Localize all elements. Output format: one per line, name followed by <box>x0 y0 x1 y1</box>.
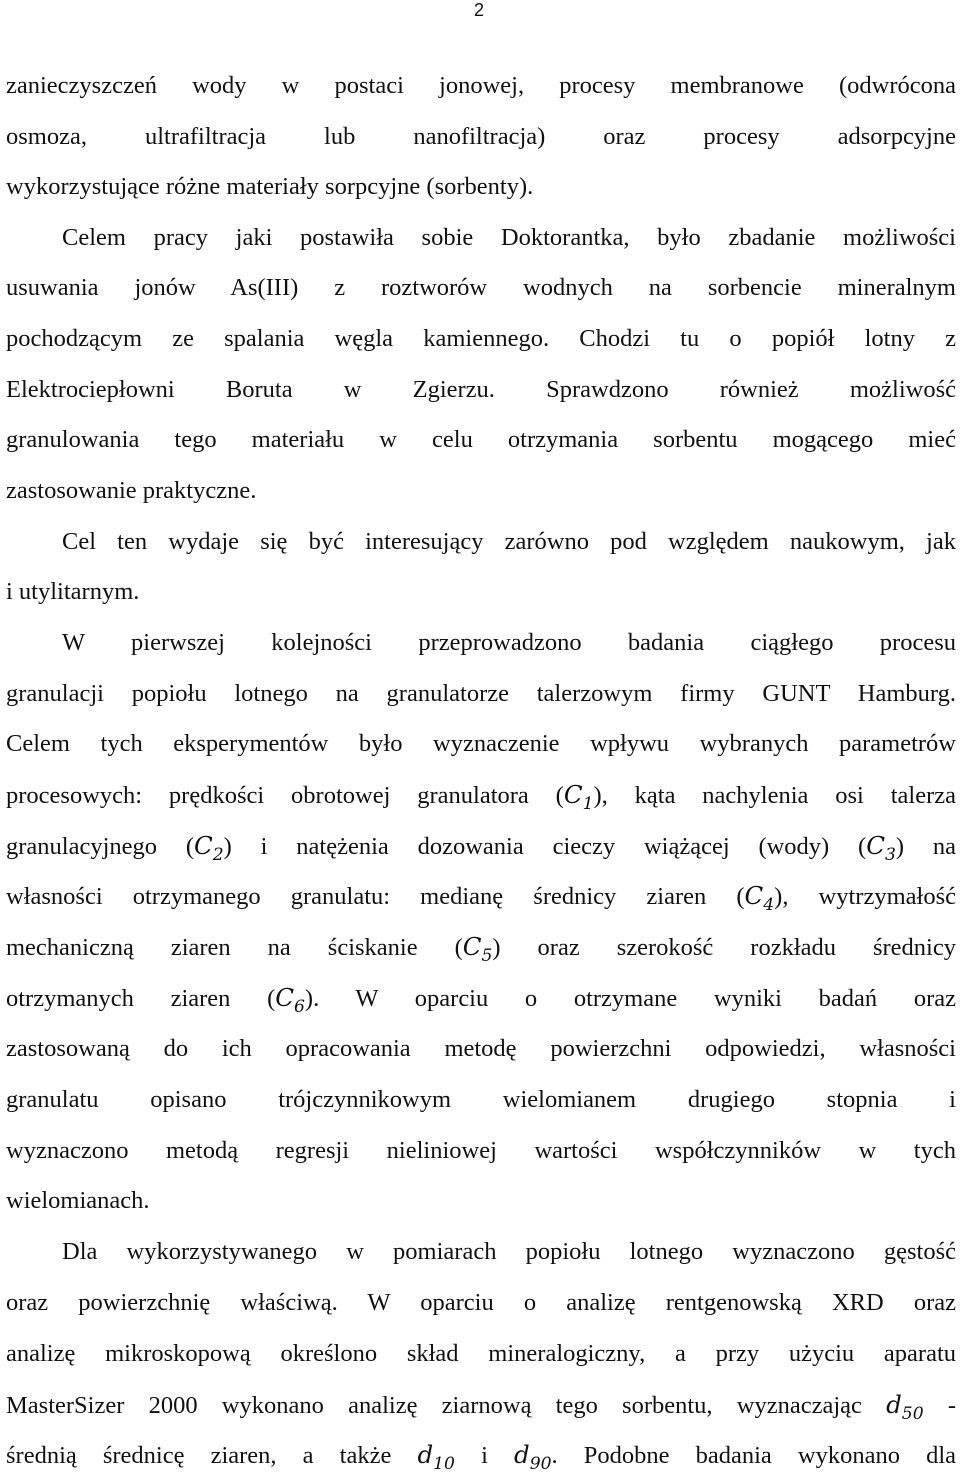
page-number: 2 <box>474 0 485 20</box>
math-variable: $d_{10}$ <box>417 1440 455 1474</box>
text-line: wyznaczono metodą regresji nieliniowej wartości współczynników w tych <box>6 1137 956 1164</box>
text-line: analizę mikroskopową określono skład mineralogiczny, a przy użyciu aparatu <box>6 1340 956 1367</box>
math-variable: $C_5$ <box>462 932 493 966</box>
text-line: procesowych: prędkości obrotowej granulatora $(C_1)$, kąta nachylenia osi talerza <box>6 780 956 814</box>
text-line: granulatu opisano trójczynnikowym wielomianem drugiego stopnia i <box>6 1086 956 1113</box>
text-line: wielomianach. <box>6 1187 150 1214</box>
text-line: granulacji popiołu lotnego na granulatorze talerzowym firmy GUNT Hamburg. <box>6 680 956 707</box>
text-line: oraz powierzchnię właściwą. W oparciu o analizę rentgenowską XRD oraz <box>6 1289 956 1316</box>
text-line: Cel ten wydaje się być interesujący zarówno pod względem naukowym, jak <box>62 528 956 555</box>
text-line: usuwania jonów As(III) z roztworów wodnych na sorbencie mineralnym <box>6 274 956 301</box>
text-line: otrzymanych ziaren $(C_6)$. W oparciu o otrzymane wyniki badań oraz <box>6 983 956 1017</box>
text-line: zastosowaną do ich opracowania metodę powierzchni odpowiedzi, własności <box>6 1035 956 1062</box>
math-variable: $C_2$ <box>194 831 224 865</box>
text-line: własności otrzymanego granulatu: medianę średnicy ziaren $(C_4)$, wytrzymałość <box>6 881 956 915</box>
text-line: wykorzystujące różne materiały sorpcyjne (sorbenty). <box>6 173 534 200</box>
text-line: mechaniczną ziaren na ściskanie $(C_5)$ oraz szerokość rozkładu średnicy <box>6 932 956 966</box>
text-line: granulacyjnego $(C_2)$ i natężenia dozowania cieczy wiążącej (wody) $(C_3)$ na <box>6 831 956 865</box>
text-line: Celem tych eksperymentów było wyznaczenie wpływu wybranych parametrów <box>6 730 956 757</box>
text-line: pochodzącym ze spalania węgla kamiennego. Chodzi tu o popiół lotny z <box>6 325 956 352</box>
text-line: Elektrociepłowni Boruta w Zgierzu. Sprawdzono również możliwość <box>6 376 956 403</box>
text-line: W pierwszej kolejności przeprowadzono badania ciągłego procesu <box>62 629 956 656</box>
text-line: i utylitarnym. <box>6 578 140 605</box>
math-variable: $C_1$ <box>563 780 594 814</box>
text-line: zanieczyszczeń wody w postaci jonowej, procesy membranowe (odwrócona <box>6 72 956 99</box>
text-line: osmoza, ultrafiltracja lub nanofiltracja) oraz procesy adsorpcyjne <box>6 123 956 150</box>
text-line: Celem pracy jaki postawiła sobie Doktorantka, było zbadanie możliwości <box>62 224 956 251</box>
text-line: zastosowanie praktyczne. <box>6 477 257 504</box>
math-variable: $C_3$ <box>866 831 896 865</box>
math-variable: $C_6$ <box>275 983 305 1017</box>
math-variable: $d_{50}$ <box>886 1390 924 1424</box>
math-variable: $d_{90}$ <box>514 1440 552 1474</box>
text-line: granulowania tego materiału w celu otrzymania sorbentu mogącego mieć <box>6 426 956 453</box>
text-line: średnią średnicę ziaren, a także $d_{10}$ i $d_{90}$. Podobne badania wykonano dla <box>6 1440 957 1474</box>
math-variable: $C_4$ <box>744 881 775 915</box>
text-line: Dla wykorzystywanego w pomiarach popiołu lotnego wyznaczono gęstość <box>62 1238 956 1265</box>
text-line: MasterSizer 2000 wykonano analizę ziarnową tego sorbentu, wyznaczając $d_{50}$ - <box>6 1390 956 1424</box>
